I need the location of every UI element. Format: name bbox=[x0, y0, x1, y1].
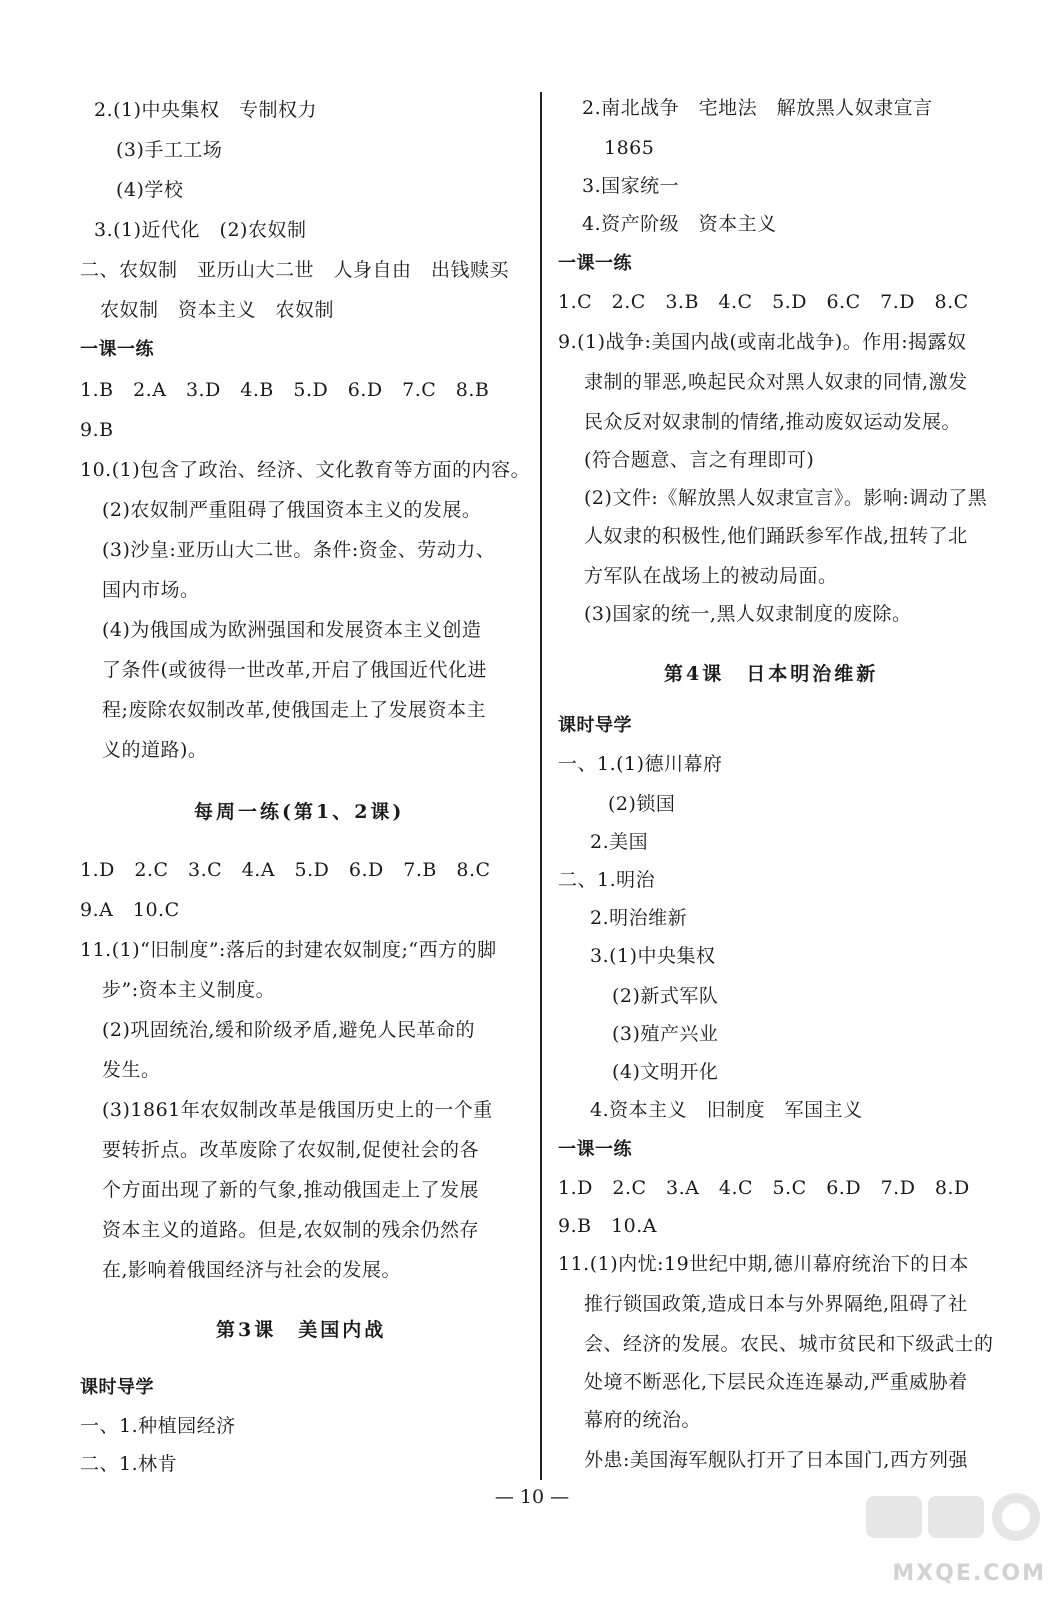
answer-line: 二、农奴制 亚历山大二世 人身自由 出钱赎买 bbox=[80, 259, 510, 281]
answer-line: 1.B 2.A 3.D 4.B 5.D 6.D 7.C 8.B bbox=[80, 379, 490, 401]
answer-line: 9.B bbox=[80, 419, 114, 441]
answer-line: 幕府的统治。 bbox=[584, 1409, 702, 1431]
answer-line: 二、1.林肯 bbox=[80, 1453, 178, 1475]
answer-line: (3)沙皇:亚历山大二世。条件:资金、劳动力、 bbox=[102, 539, 496, 561]
answer-line: 10.(1)包含了政治、经济、文化教育等方面的内容。 bbox=[80, 459, 531, 481]
answer-line: 11.(1)“旧制度”:落后的封建农奴制度;“西方的脚 bbox=[80, 939, 497, 961]
answer-line: 资本主义的道路。但是,农奴制的残余仍然存 bbox=[102, 1219, 480, 1241]
answer-line: 3.(1)中央集权 bbox=[590, 945, 716, 967]
answer-line: 2.明治维新 bbox=[590, 907, 688, 929]
answer-line: 二、1.明治 bbox=[558, 869, 656, 891]
answer-line: 2.南北战争 宅地法 解放黑人奴隶宣言 bbox=[582, 97, 933, 119]
section-heading: 一课一练 bbox=[558, 1139, 632, 1160]
column-divider bbox=[540, 92, 542, 1480]
answer-line: 民众反对奴隶制的情绪,推动废奴运动发展。 bbox=[584, 411, 962, 433]
answer-line: 一、1.种植园经济 bbox=[80, 1415, 236, 1437]
answer-line: (3)1861年农奴制改革是俄国历史上的一个重 bbox=[102, 1099, 493, 1121]
answer-line: 1865 bbox=[604, 137, 655, 159]
lesson-title: 第4课 日本明治维新 bbox=[664, 663, 879, 685]
answer-line: 发生。 bbox=[102, 1059, 161, 1081]
answer-line: 处境不断恶化,下层民众连连暴动,严重威胁着 bbox=[584, 1371, 968, 1393]
answer-line: 推行锁国政策,造成日本与外界隔绝,阻碍了社 bbox=[584, 1293, 968, 1315]
answer-line: (3)殖产兴业 bbox=[612, 1023, 719, 1045]
answer-line: 11.(1)内忧:19世纪中期,德川幕府统治下的日本 bbox=[558, 1253, 969, 1275]
answer-line: 2.美国 bbox=[590, 831, 649, 853]
answer-line: 个方面出现了新的气象,推动俄国走上了发展 bbox=[102, 1179, 480, 1201]
answer-line: (2)巩固统治,缓和阶级矛盾,避免人民革命的 bbox=[102, 1019, 475, 1041]
answer-line: 会、经济的发展。农民、城市贫民和下级武士的 bbox=[584, 1333, 994, 1355]
lesson-title: 第3课 美国内战 bbox=[216, 1319, 387, 1341]
answer-line: 1.C 2.C 3.B 4.C 5.D 6.C 7.D 8.C bbox=[558, 291, 969, 313]
answer-line: (4)学校 bbox=[116, 179, 184, 201]
weekly-practice-title: 每周一练(第1、2课) bbox=[194, 801, 405, 823]
section-heading: 课时导学 bbox=[80, 1377, 154, 1398]
section-heading: 一课一练 bbox=[558, 253, 632, 274]
answer-line: 一、1.(1)德川幕府 bbox=[558, 753, 723, 775]
section-heading: 课时导学 bbox=[558, 715, 632, 736]
answer-line: 9.B 10.A bbox=[558, 1215, 658, 1237]
page-number: — 10 — bbox=[494, 1486, 570, 1508]
answer-line: 在,影响着俄国经济与社会的发展。 bbox=[102, 1259, 402, 1281]
section-heading: 一课一练 bbox=[80, 339, 154, 360]
answer-line: 1.D 2.C 3.C 4.A 5.D 6.D 7.B 8.C bbox=[80, 859, 491, 881]
answer-line: 国内市场。 bbox=[102, 579, 200, 601]
answer-line: 9.(1)战争:美国内战(或南北战争)。作用:揭露奴 bbox=[558, 331, 967, 353]
answer-line: (2)农奴制严重阻碍了俄国资本主义的发展。 bbox=[102, 499, 482, 521]
answer-line: (2)锁国 bbox=[608, 793, 676, 815]
answer-line: 了条件(或彼得一世改革,开启了俄国近代化进 bbox=[102, 659, 487, 681]
answer-line: (2)新式军队 bbox=[612, 985, 719, 1007]
answer-line: (2)文件:《解放黑人奴隶宣言》。影响:调动了黑 bbox=[584, 487, 988, 509]
answer-line: 外患:美国海军舰队打开了日本国门,西方列强 bbox=[584, 1449, 968, 1471]
answer-line: (3)国家的统一,黑人奴隶制度的废除。 bbox=[584, 603, 912, 625]
answer-line: 3.(1)近代化 (2)农奴制 bbox=[94, 219, 307, 241]
answer-line: 农奴制 资本主义 农奴制 bbox=[100, 299, 335, 321]
answer-line: (4)文明开化 bbox=[612, 1061, 719, 1083]
answer-line: 要转折点。改革废除了农奴制,促使社会的各 bbox=[102, 1139, 480, 1161]
answer-line: 4.资本主义 旧制度 军国主义 bbox=[590, 1099, 863, 1121]
answer-line: 程;废除农奴制改革,使俄国走上了发展资本主 bbox=[102, 699, 486, 721]
answer-line: (4)为俄国成为欧洲强国和发展资本主义创造 bbox=[102, 619, 482, 641]
answer-line: 隶制的罪恶,唤起民众对黑人奴隶的同情,激发 bbox=[584, 371, 968, 393]
answer-line: 1.D 2.C 3.A 4.C 5.C 6.D 7.D 8.D bbox=[558, 1177, 970, 1199]
watermark-text: MXQE.COM bbox=[892, 1561, 1046, 1586]
answer-line: (3)手工工场 bbox=[116, 139, 223, 161]
answer-line: 3.国家统一 bbox=[582, 175, 680, 197]
answer-line: 2.(1)中央集权 专制权力 bbox=[94, 99, 318, 121]
answer-line: 人奴隶的积极性,他们踊跃参军作战,扭转了北 bbox=[584, 525, 968, 547]
answer-line: 4.资产阶级 资本主义 bbox=[582, 213, 777, 235]
answer-line: 方军队在战场上的被动局面。 bbox=[584, 565, 838, 587]
answer-line: 步”:资本主义制度。 bbox=[102, 979, 276, 1001]
answer-line: (符合题意、言之有理即可) bbox=[584, 449, 815, 471]
answer-line: 9.A 10.C bbox=[80, 899, 180, 921]
answer-line: 义的道路)。 bbox=[102, 739, 208, 761]
